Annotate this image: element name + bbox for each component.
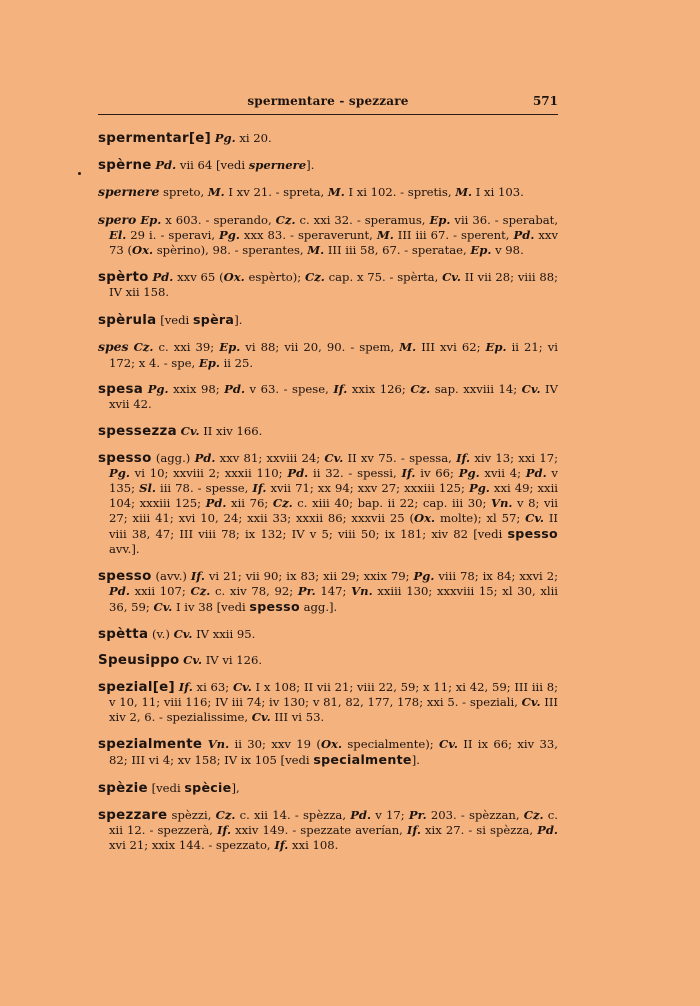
source-abbreviation: If. <box>178 680 193 695</box>
cross-reference: spesso <box>249 599 300 615</box>
entry-headword: spètta <box>98 626 149 642</box>
source-abbreviation: Cz. <box>133 340 154 355</box>
entry-headword: spermentar[e] <box>98 131 212 146</box>
entry-text: (agg.) <box>151 450 195 465</box>
dictionary-entry <box>98 158 558 173</box>
entry-headword: spèrula <box>98 312 157 328</box>
entry-text: II viii 38, 47; III viii 78; ix 132; IV v 5; viii 50; ix 181; xiv 82 [vedi <box>109 511 558 542</box>
entry-text: xvii 71; xx 94; xxv 27; xxxiii 125; <box>266 480 469 495</box>
source-abbreviation: Cv. <box>251 710 271 725</box>
entry-headword: spezial[e] <box>98 680 175 696</box>
entry-text: ], <box>231 780 240 795</box>
entry-text: II vii 28; viii 88; IV xii 158. <box>109 269 558 300</box>
source-abbreviation: M. <box>207 185 225 200</box>
source-abbreviation: Cv. <box>521 695 541 710</box>
entry-text: III iii 58, 67. - speratae, <box>324 243 471 258</box>
entry-text: ii 30; xxv 19 ( <box>229 737 321 752</box>
entry-text: xi 20. <box>235 131 272 145</box>
source-abbreviation: Cv. <box>153 600 173 615</box>
source-abbreviation: Cv. <box>324 450 344 465</box>
entry-text: xxv 81; xxviii 24; <box>215 450 325 465</box>
source-abbreviation: Cv. <box>173 626 193 641</box>
entry-headword: spernere <box>98 184 160 200</box>
entry-text: c. xiv 78, 92; <box>210 584 298 598</box>
entry-headword: spero <box>98 212 137 228</box>
source-abbreviation: Cz. <box>215 807 236 822</box>
entry-list <box>98 131 558 853</box>
source-abbreviation: Cz. <box>275 213 296 228</box>
source-abbreviation: If. <box>190 568 205 583</box>
source-abbreviation: Pd. <box>513 228 535 243</box>
source-abbreviation: Cv. <box>232 680 252 695</box>
entry-text: III iii 67. - sperent, <box>393 228 514 243</box>
source-abbreviation: Sl. <box>139 480 156 495</box>
running-title: spermentare - spezzare <box>247 94 409 108</box>
entry-text: avv.]. <box>109 542 140 557</box>
source-abbreviation: Cv. <box>439 737 458 752</box>
source-abbreviation: Pd. <box>287 465 309 480</box>
source-abbreviation: Pd. <box>194 450 216 465</box>
entry-text: IV xvii 42. <box>109 382 558 412</box>
entry-text: vi 21; vii 90; ix 83; xii 29; xxix 79; <box>204 568 414 583</box>
source-abbreviation: Pg. <box>109 465 130 480</box>
entry-text: ii 32. - spessi, <box>308 465 402 480</box>
source-abbreviation: If. <box>401 465 416 480</box>
entry-text: xxx 83. - speraverunt, <box>239 228 377 243</box>
source-abbreviation: Vn. <box>351 584 373 598</box>
dictionary-entry <box>98 780 558 796</box>
entry-text: v 17; <box>371 807 409 822</box>
entry-text: xxii 107; <box>129 584 191 598</box>
source-abbreviation: Pr. <box>297 584 316 598</box>
margin-mark <box>78 172 81 175</box>
source-abbreviation: Cz. <box>410 382 431 397</box>
dictionary-entry <box>98 627 558 642</box>
entry-text: xxi 49; xxii 104; xxxiii 125; <box>109 480 558 510</box>
source-abbreviation: M. <box>455 185 473 200</box>
source-abbreviation: Pd. <box>350 807 372 822</box>
entry-text: I x 108; II vii 21; viii 22, 59; x 11; xi 42, 59; III iii 8; v 10, 11; viii 116; IV iii 74; iv 130; v 81, 82, 177, 178; xxi 5. - speziali, <box>109 680 559 710</box>
entry-headword: spèrne <box>98 157 152 173</box>
entry-text: 147; <box>315 584 352 598</box>
entry-text: xi 63; <box>192 680 233 695</box>
dictionary-entry <box>98 212 558 258</box>
entry-text: 203. - spèzzan, <box>426 807 524 822</box>
entry-text: xix 27. - si spèzza, <box>420 822 538 837</box>
entry-text: cap. x 75. - spèrta, <box>324 269 443 284</box>
dictionary-entry <box>98 270 558 300</box>
dictionary-entry <box>98 653 558 668</box>
source-abbreviation: Pd. <box>525 465 547 480</box>
source-abbreviation: Ox. <box>320 737 342 752</box>
dictionary-entry <box>98 737 558 768</box>
source-abbreviation: Pd. <box>537 822 558 837</box>
entry-headword: spesa <box>98 382 144 398</box>
cross-reference: specialmente <box>313 752 412 768</box>
source-abbreviation: Cv. <box>525 511 544 526</box>
entry-text: c. xxi 32. - speramus, <box>295 213 430 228</box>
cross-reference: spernere <box>248 157 307 172</box>
page-number: 571 <box>532 94 558 108</box>
dictionary-entry <box>98 680 558 725</box>
source-abbreviation: Pg. <box>468 480 490 495</box>
entry-text: (avv.) <box>151 568 191 583</box>
dictionary-entry <box>98 184 558 200</box>
dictionary-entry <box>98 339 558 370</box>
source-abbreviation: Pd. <box>155 157 177 172</box>
source-abbreviation: Pg. <box>147 382 169 397</box>
source-abbreviation: Cz. <box>190 584 211 598</box>
source-abbreviation: If. <box>252 480 267 495</box>
source-abbreviation: Pr. <box>408 807 427 822</box>
entry-text: ]. <box>306 157 315 172</box>
entry-text: xxv 73 ( <box>109 228 559 258</box>
dictionary-entry <box>98 808 558 853</box>
entry-headword: spes <box>98 339 129 355</box>
source-abbreviation: Ep. <box>429 213 451 228</box>
entry-text: ]. <box>411 753 420 768</box>
source-abbreviation: If. <box>406 822 421 837</box>
source-abbreviation: Ep. <box>485 340 507 355</box>
entry-text: ii 25. <box>219 355 254 370</box>
source-abbreviation: If. <box>456 450 471 465</box>
entry-text: specialmente); <box>342 737 440 752</box>
source-abbreviation: M. <box>327 185 345 200</box>
cross-reference: spesso <box>507 526 558 542</box>
source-abbreviation: Cv. <box>180 423 200 438</box>
entry-text: II xv 75. - spessa, <box>343 450 457 465</box>
entry-text: v 135; <box>109 465 558 495</box>
entry-text: xxix 126; <box>347 382 411 397</box>
source-abbreviation: Cz. <box>304 269 325 284</box>
entry-text: I xv 21. - spreta, <box>224 185 328 200</box>
entry-text: I xi 102. - spretis, <box>344 185 456 200</box>
source-abbreviation: Cz. <box>272 495 293 510</box>
dictionary-page <box>98 92 558 856</box>
entry-text: vii 64 [vedi <box>176 157 249 172</box>
entry-text: 29 i. - speravi, <box>126 228 220 243</box>
entry-headword: Speusippo <box>98 653 180 669</box>
entry-text: sap. xxviii 14; <box>430 382 522 397</box>
entry-text: xvii 4; <box>479 465 526 480</box>
entry-text: III vi 53. <box>270 710 325 725</box>
dictionary-entry <box>98 451 558 558</box>
entry-headword: spesso <box>98 568 152 584</box>
source-abbreviation: Pd. <box>224 382 246 397</box>
entry-text: spèzzi, <box>167 807 216 822</box>
entry-headword: spezialmente <box>98 737 203 753</box>
dictionary-entry <box>98 382 558 412</box>
entry-text: vii 36. - sperabat, <box>450 213 559 228</box>
dictionary-entry <box>98 312 558 328</box>
source-abbreviation: Ep. <box>198 355 220 370</box>
entry-text: c. xxi 39; <box>153 340 220 355</box>
entry-text: xxv 65 ( <box>173 269 224 284</box>
entry-text: agg.]. <box>299 600 338 615</box>
entry-text: xxiv 149. - spezzate averían, <box>231 822 407 837</box>
entry-text: ii 21; vi 172; x 4. - spe, <box>109 340 559 370</box>
entry-text: I iv 38 [vedi <box>172 600 250 615</box>
entry-text: spèrino), 98. - sperantes, <box>153 243 308 258</box>
entry-headword: spèrto <box>98 269 149 285</box>
source-abbreviation: M. <box>307 243 325 258</box>
source-abbreviation: Vn. <box>490 495 513 510</box>
cross-reference: spèra <box>192 311 235 327</box>
entry-text: xiv 13; xxi 17; <box>470 450 559 465</box>
source-abbreviation: Pg. <box>219 228 240 243</box>
entry-text: xxi 108. <box>288 837 339 852</box>
entry-text: molte); xl 57; <box>435 511 526 526</box>
source-abbreviation: M. <box>376 228 394 243</box>
page-header <box>98 92 558 115</box>
entry-text: III xiv 2, 6. - spezialissime, <box>109 695 558 725</box>
entry-text: vi 88; vii 20, 90. - spem, <box>240 340 400 355</box>
entry-text: viii 78; ix 84; xxvi 2; <box>434 568 558 583</box>
entry-text: (v.) <box>148 626 174 641</box>
cross-reference: spècie <box>184 779 232 795</box>
entry-text: ]. <box>234 312 243 327</box>
entry-text: v 8; vii 27; xiii 41; xvi 10, 24; xxii 33; xxxii 86; xxxvii 25 ( <box>109 495 558 526</box>
entry-text: c. xii 14. - spèzza, <box>235 807 351 822</box>
source-abbreviation: Ox. <box>414 511 436 526</box>
dictionary-entry <box>98 424 558 439</box>
entry-text: III xvi 62; <box>416 340 486 355</box>
source-abbreviation: El. <box>109 228 127 243</box>
source-abbreviation: If. <box>216 822 232 837</box>
entry-text: c. xii 12. - spezzerà, <box>109 807 558 837</box>
source-abbreviation: Ox. <box>223 269 245 284</box>
source-abbreviation: Cz. <box>523 807 544 822</box>
source-abbreviation: Cv. <box>521 382 541 397</box>
source-abbreviation: Cv. <box>442 269 461 284</box>
source-abbreviation: Pg. <box>458 465 480 480</box>
entry-text: iii 78. - spesse, <box>155 480 253 495</box>
entry-text: IV vi 126. <box>202 653 263 668</box>
entry-text: espèrto); <box>244 269 305 284</box>
entry-text: xxix 98; <box>168 382 225 397</box>
source-abbreviation: Cv. <box>183 653 203 668</box>
entry-headword: spezzare <box>98 807 168 823</box>
entry-text: IV xxii 95. <box>192 626 256 641</box>
source-abbreviation: If. <box>274 837 289 852</box>
entry-text: x 603. - sperando, <box>161 213 276 228</box>
source-abbreviation: Pd. <box>152 269 174 284</box>
entry-headword: spèzie <box>98 780 148 796</box>
source-abbreviation: Ox. <box>131 243 154 258</box>
entry-headword: spesso <box>98 450 152 466</box>
entry-text: xvi 21; xxix 144. - spezzato, <box>109 837 275 852</box>
entry-text: c. xiii 40; bap. ii 22; cap. iii 30; <box>292 495 491 510</box>
source-abbreviation: If. <box>333 382 348 397</box>
source-abbreviation: Pg. <box>214 131 236 145</box>
entry-text: spreto, <box>159 185 208 200</box>
entry-text: II xiv 166. <box>199 423 263 438</box>
entry-text: I xi 103. <box>472 185 524 200</box>
entry-text: [vedi <box>147 780 185 795</box>
entry-text: v 63. - spese, <box>245 382 334 397</box>
source-abbreviation: Ep. <box>219 340 241 355</box>
source-abbreviation: Pg. <box>413 568 435 583</box>
source-abbreviation: M. <box>399 340 417 355</box>
dictionary-entry <box>98 131 558 146</box>
entry-text: xii 76; <box>226 495 273 510</box>
source-abbreviation: Ep. <box>140 213 162 228</box>
source-abbreviation: Vn. <box>207 737 230 752</box>
entry-text: [vedi <box>156 312 193 327</box>
source-abbreviation: Pd. <box>205 495 227 510</box>
entry-text: v 98. <box>491 243 524 258</box>
entry-text: iv 66; <box>415 465 459 480</box>
entry-headword: spessezza <box>98 423 177 439</box>
dictionary-entry <box>98 569 558 615</box>
entry-text: xxiii 130; xxxviii 15; xl 30, xlii 36, 59; <box>109 584 559 615</box>
entry-text: vi 10; xxviii 2; xxxii 110; <box>129 465 288 480</box>
entry-text: II ix 66; xiv 33, 82; III vi 4; xv 158; IV ix 105 [vedi <box>109 737 558 768</box>
source-abbreviation: Pd. <box>109 584 130 598</box>
source-abbreviation: Ep. <box>470 243 492 258</box>
